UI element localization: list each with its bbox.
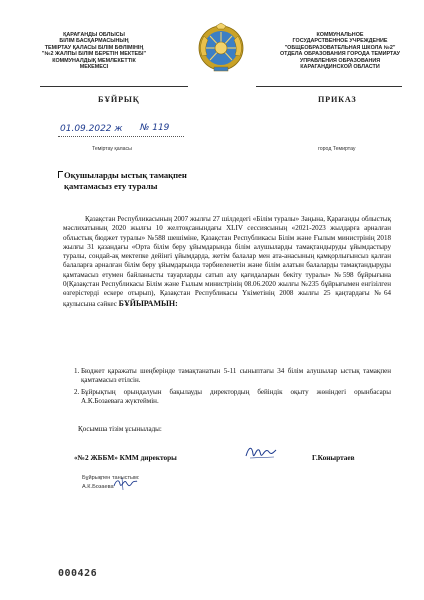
handwritten-date: 01.09.2022 ж (60, 124, 123, 134)
signer-org: «№2 ЖББМ» КММ директоры (74, 453, 177, 462)
preamble-paragraph (63, 215, 391, 309)
subject-bracket-icon (58, 171, 63, 178)
preamble-order-word: БҰЙЫРАМЫН: (118, 298, 178, 308)
doc-type-kz: БҰЙРЫҚ (98, 95, 140, 104)
subject-line-2: қамтамасыз ету туралы (64, 180, 158, 191)
kazakhstan-emblem-icon (196, 22, 246, 74)
header-divider-right (256, 86, 402, 87)
order-list (63, 367, 391, 406)
city-kz: Теміртау қаласы (92, 146, 132, 152)
acquainted-name: А.К.Бозаева (82, 484, 114, 490)
header-kz (30, 32, 158, 70)
subject-line-1: Оқушыларды ыстық тамақпен (64, 170, 187, 180)
date-number-line (58, 124, 188, 138)
header-ru-line: КОММУНАЛЬНОЕ (316, 32, 364, 38)
header-ru-line: УПРАВЛЕНИЯ ОБРАЗОВАНИЯ (299, 57, 381, 64)
city-ru: город Темиртау (318, 146, 356, 152)
order-item: 2. Бұйрықтың орындалуын бақылауды директордың бейіндік оқыту жөніндегі орынбасары А.К.Бозаеваға жүктеймін. (81, 388, 391, 407)
doc-serial-number: 000426 (58, 568, 98, 579)
header-kz-line: "№2 ЖАЛПЫ БІЛІМ БЕРЕТІН МЕКТЕБІ" (41, 51, 147, 58)
header-ru-line: "ОБЩЕОБРАЗОВАТЕЛЬНАЯ ШКОЛА №2" (284, 44, 396, 51)
attachment-note: Қосымша тізім ұсынылады: (78, 425, 162, 433)
header-ru-line: ГОСУДАРСТВЕННОЕ УЧРЕЖДЕНИЕ (292, 38, 388, 45)
order-items (63, 367, 391, 408)
order-subject (64, 170, 264, 191)
signer-name: Г.Коныртаев (312, 453, 355, 462)
header-kz-line: БІЛІМ БАСҚАРМАСЫНЫҢ (59, 38, 129, 45)
header-divider-left (40, 86, 188, 87)
header-kz-line: МЕКЕМЕСІ (79, 64, 109, 71)
order-item: 1. Бюджет қаражаты шеңберінде тамақтанатын 5-11 сыныптағы 34 білім алушылар ыстық тамақпен қамтамасыз етілсін. (81, 367, 391, 386)
handwritten-number: № 119 (140, 123, 170, 133)
doc-type-ru: ПРИКАЗ (318, 95, 357, 104)
preamble-text: Қазақстан Республикасының 2007 жылғы 27 шілдедегі «Білім туралы» Заңына, Қарағанды облыстық мәслихатының 2020 жылғы 10 желтоқсанындағы XLIV сессиясының «2021-2023 жылдарға арналған облыстық бюджет туралы» №588 шешіміне, Қазақстан Республикасы Білім және Ғылым министрінің 2018 жылғы 31 қазандағы «Орта білім беру ұйымдарында білім алушыларды тамақтандыруды ұйымдастыру туралы, сондай-ақ мектепке дейінгі ұйымдарда, жетім балалар мен ата-анасының қамқорлығынсыз қалған балаларға арналған білім беру ұйымдарында тәрбиеленетін және білім алатын балаларды тамақтандыруды қамтамасыз етумен байланысты тауарларды сатып алу қағидаларын бекіту туралы» №598 бұйрығына 0(Қазақстан Республикасы Білім және Ғылым министрінің 08.06.2020 жылғы №235 бұйрығымен енгізілген өзгерістерді ескере отырып), Қазақстан Республикасы Үкіметінің 2008 жылғы 25 қаңтардағы №64 қаулысына сәйкес (63, 215, 391, 308)
header-kz-line: ҚАРАҒАНДЫ ОБЛЫСЫ (63, 32, 125, 38)
header-ru-line: КАРАГАНДИНСКОЙ ОБЛАСТИ (300, 64, 380, 71)
header-ru-line: ОТДЕЛА ОБРАЗОВАНИЯ ГОРОДА ТЕМИРТАУ (279, 51, 401, 58)
header-kz-line: ТЕМІРТАУ ҚАЛАСЫ БІЛІМ БӨЛІМІНІҢ (44, 44, 144, 51)
header-ru (270, 32, 410, 70)
acquainted-label: Бұйрықпен таныстым: (82, 475, 140, 481)
date-underline (58, 136, 184, 137)
director-signature-icon (244, 444, 278, 462)
acquainted-signature-icon (112, 476, 138, 492)
header-kz-line: КОММУНАЛДЫҚ МЕМЛЕКЕТТІК (52, 57, 136, 64)
